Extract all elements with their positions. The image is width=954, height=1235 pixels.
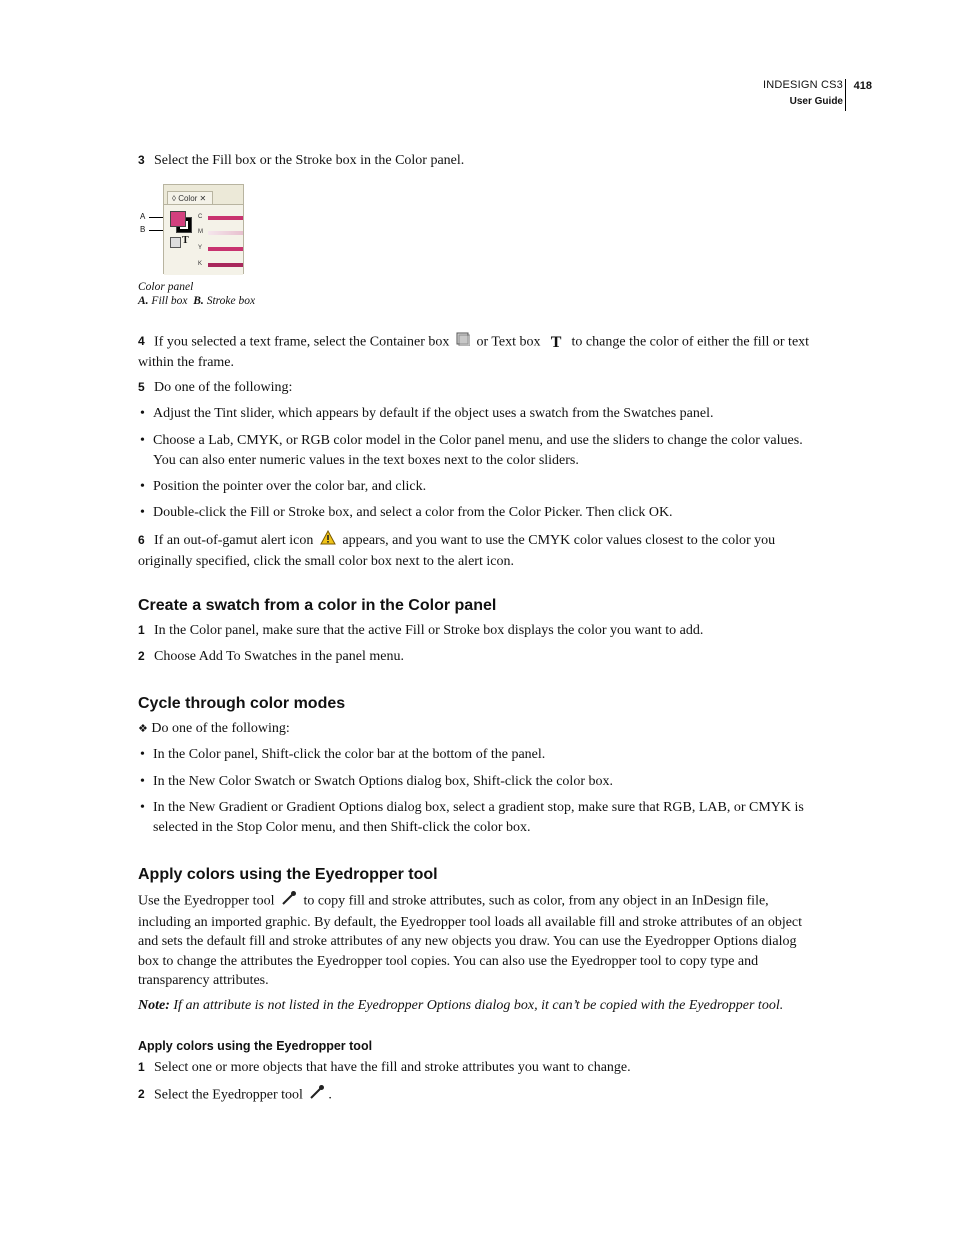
page-header — [763, 79, 872, 107]
caption-a-key: A. — [138, 295, 149, 307]
eyedropper-icon — [309, 1084, 325, 1107]
sec3-step-1 — [138, 1058, 818, 1078]
step-text: If an out-of-gamut alert icon — [154, 532, 314, 548]
step-text: Select one or more objects that have the fill and stroke attributes you want to change. — [154, 1060, 631, 1075]
sec2-lead — [138, 719, 818, 739]
note — [138, 996, 818, 1016]
fill-box[interactable] — [170, 211, 186, 227]
bullet-item: • Double-click the Fill or Stroke box, and select a color from the Color Picker. Then click OK. — [140, 505, 673, 520]
figure-caption — [138, 280, 255, 308]
bullet-item: • Choose a Lab, CMYK, or RGB color model in the Color panel menu, and use the sliders to change the color values. You can also enter numeric values in the text boxes next to the color sliders. — [140, 433, 803, 468]
bullet-text: Double-click the Fill or Stroke box, and select a color from the Color Picker. Then click OK. — [153, 505, 673, 520]
bullet-item: • In the Color panel, Shift-click the color bar at the bottom of the panel. — [140, 747, 546, 762]
step-text: appears, and you want to use the CMYK color values closest to the color you originally specified, click the small color box next to the alert icon. — [138, 532, 776, 569]
step-number: 1 — [138, 1060, 145, 1074]
eyedropper-icon — [281, 890, 297, 913]
slider-y[interactable] — [208, 247, 243, 251]
caption-a: Fill box — [151, 295, 188, 307]
bullet-glyph: ❖ — [138, 722, 148, 735]
bullet-item: • Adjust the Tint slider, which appears by default if the object uses a swatch from the Swatches panel. — [140, 406, 714, 421]
panel-tab[interactable] — [167, 191, 213, 204]
body-text: to copy fill and stroke attributes, such as color, from any object in an InDesign file, including an imported graphic. By default, the Eyedropper tool loads all available fill and stroke attributes of an object and sets the default fill and stroke attributes of any new objects you draw. You can use the Eyedropper Options dialog box to change the attributes the Eyedropper tool copies. You can also use the Eyedropper tool to copy type and transparency attributes. — [138, 893, 803, 988]
bullet-text: In the Color panel, Shift-click the color bar at the bottom of the panel. — [153, 747, 546, 762]
body-text: Use the Eyedropper tool — [138, 893, 275, 909]
step-number: 5 — [138, 380, 145, 394]
callout-b: B — [140, 225, 146, 234]
warning-icon — [320, 530, 336, 552]
slider-label-k: K — [198, 261, 203, 267]
section-heading: Apply colors using the Eyedropper tool — [138, 866, 438, 883]
sec1-step-1 — [138, 621, 818, 641]
step-text: to change the color of either the fill or text within the frame. — [138, 334, 810, 370]
bullet-text: In the New Color Swatch or Swatch Options dialog box, Shift-click the color box. — [153, 774, 613, 789]
bullet-item: • Position the pointer over the color bar, and click. — [140, 479, 427, 494]
close-icon: ✕ — [199, 194, 207, 203]
step-text: . — [328, 1087, 332, 1103]
header-divider — [845, 79, 846, 111]
step-number: 2 — [138, 1087, 145, 1102]
product-name: INDESIGN CS3 — [762, 79, 843, 91]
sec1-step-2 — [138, 647, 818, 667]
color-panel — [163, 184, 244, 274]
caption-title: Color panel — [138, 281, 194, 293]
slider-m[interactable] — [208, 231, 243, 235]
sec3-paragraph — [138, 890, 818, 991]
bullet-text: Choose a Lab, CMYK, or RGB color model in the Color panel menu, and use the sliders to change the color values. You can also enter numeric values in the text boxes next to the color sliders. — [153, 433, 803, 468]
subsection-heading: Apply colors using the Eyedropper tool — [138, 1039, 373, 1053]
step-number: 2 — [138, 649, 145, 663]
section-heading: Cycle through color modes — [138, 695, 346, 712]
text-box-icon: T — [550, 333, 562, 351]
slider-c[interactable] — [208, 216, 243, 220]
slider-label-y: Y — [198, 245, 203, 251]
caption-b: Stroke box — [206, 295, 256, 307]
bullet-text: In the New Gradient or Gradient Options dialog box, select a gradient stop, make sure that RGB, LAB, or CMYK is selected in the Stop Color menu, and then Shift-click the color box. — [153, 800, 804, 835]
panel-menu-icon: ◊ — [172, 194, 176, 203]
step-text: Choose Add To Swatches in the panel menu. — [154, 649, 404, 664]
step-text: Select the Fill box or the Stroke box in the Color panel. — [154, 153, 465, 168]
slider-label-m: M — [198, 229, 203, 235]
page-number: 418 — [853, 80, 872, 92]
note-text: If an attribute is not listed in the Eyedropper Options dialog box, it can’t be copied with the Eyedropper tool. — [173, 998, 784, 1013]
sec3-step-2 — [138, 1084, 818, 1107]
step-4 — [138, 332, 818, 372]
step-number: 1 — [138, 623, 145, 637]
step-text: In the Color panel, make sure that the active Fill or Stroke box displays the color you want to add. — [154, 623, 704, 638]
step-3 — [138, 151, 818, 171]
step-5 — [138, 378, 818, 398]
section-heading: Create a swatch from a color in the Color panel — [138, 597, 497, 614]
step-6 — [138, 530, 818, 571]
panel-tab-label: Color — [178, 194, 198, 203]
step-text: Select the Eyedropper tool — [154, 1087, 303, 1103]
container-box-icon — [456, 332, 470, 353]
callout-a: A — [140, 212, 146, 221]
bullet-item: • In the New Color Swatch or Swatch Options dialog box, Shift-click the color box. — [140, 774, 613, 789]
step-number: 6 — [138, 532, 145, 547]
step-number: 3 — [138, 153, 145, 167]
step-number: 4 — [138, 334, 145, 349]
step-text: If you selected a text frame, select the Container box — [154, 334, 450, 350]
caption-keys — [138, 294, 255, 308]
note-label: Note: — [138, 998, 170, 1013]
bullet-text: Adjust the Tint slider, which appears by default if the object uses a swatch from the Swatches panel. — [153, 406, 714, 421]
step-text: or Text box — [476, 334, 541, 350]
guide-name: User Guide — [789, 96, 843, 107]
step-text: Do one of the following: — [154, 380, 293, 395]
text-box-icon[interactable]: T — [182, 235, 189, 246]
bullet-item: • In the New Gradient or Gradient Options dialog box, select a gradient stop, make sure that RGB, LAB, or CMYK is selected in the Stop Color menu, and then Shift-click the color box. — [140, 800, 804, 835]
bullet-text: Position the pointer over the color bar, and click. — [153, 479, 427, 494]
panel-body — [164, 204, 243, 275]
caption-b-key: B. — [193, 295, 204, 307]
slider-k[interactable] — [208, 263, 243, 267]
container-box-icon[interactable] — [170, 237, 181, 248]
step-text: Do one of the following: — [151, 721, 290, 736]
slider-label-c: C — [198, 214, 203, 220]
